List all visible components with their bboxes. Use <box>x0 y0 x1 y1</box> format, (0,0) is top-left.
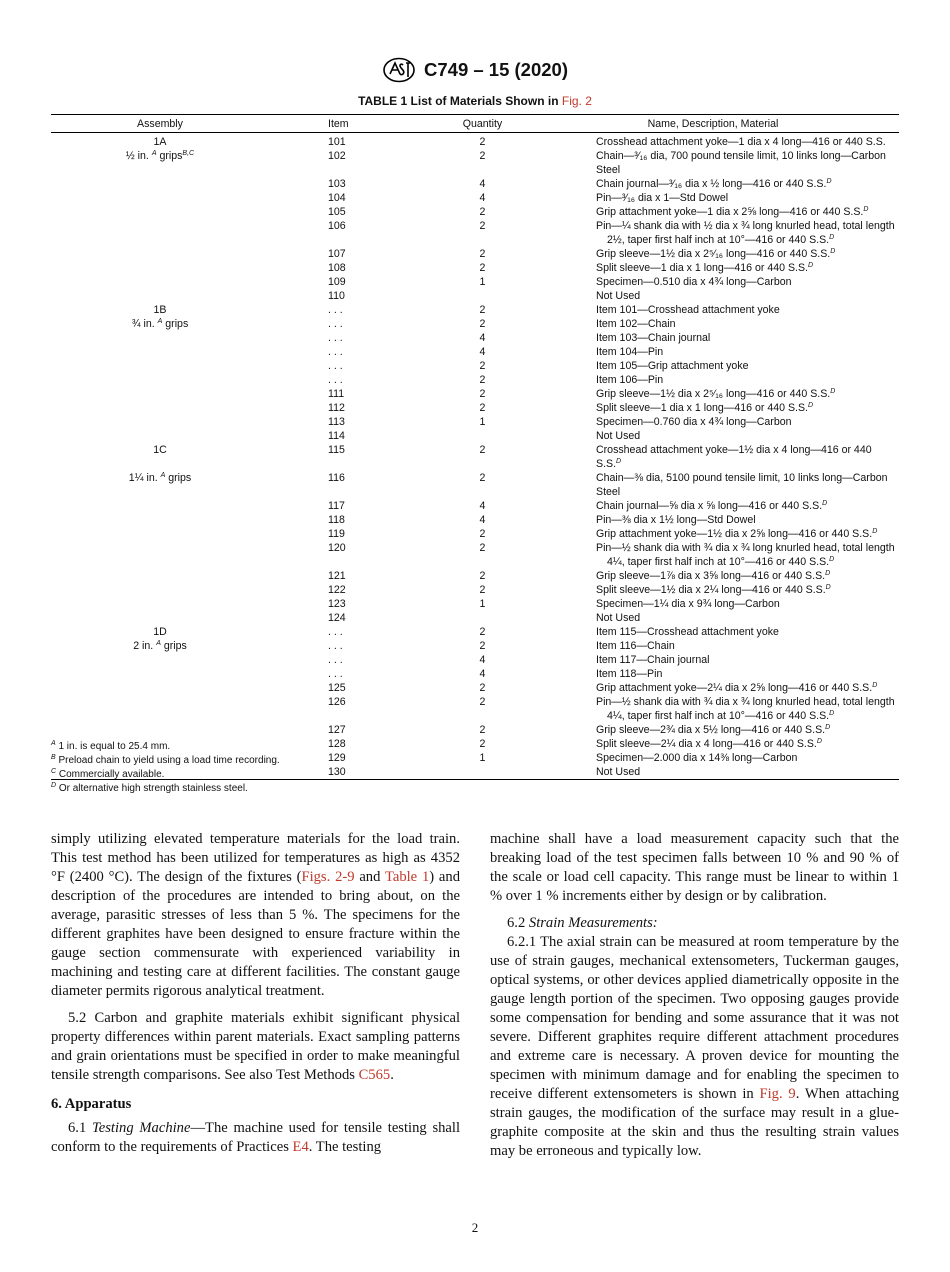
cell-item: . . . <box>328 640 343 652</box>
table-row <box>51 695 899 709</box>
cell-name: Chain journal—⅝ dia x ⅝ long—416 or 440 S.S.$^D$ <box>596 500 828 512</box>
cell-assembly <box>51 709 269 723</box>
column-header-quantity: Quantity <box>438 115 527 133</box>
cell-name: Crosshead attachment yoke—1 dia x 4 long—416 or 440 S.S. <box>596 136 886 148</box>
cell-assembly <box>51 345 269 359</box>
cell-item: 115 <box>328 444 345 456</box>
cell-item: 126 <box>328 696 346 708</box>
cell-quantity: 2 <box>479 640 486 652</box>
cell-quantity: 2 <box>479 262 486 274</box>
cell-name: Chain journal—³⁄₁₆ dia x ½ long—416 or 440 S.S.$^D$ <box>596 178 832 190</box>
paragraph-6-1: 6.1 Testing Machine—The machine used for tensile testing shall conform to the requirements of Practices E4. The testing <box>51 1120 461 1155</box>
cell-name: Pin—½ shank dia with ¾ dia x ¾ long knurled head, total length <box>596 696 895 708</box>
cell-name: Item 104—Pin <box>596 346 664 358</box>
cell-name: Not Used <box>596 290 641 302</box>
cell-quantity: 2 <box>479 206 486 218</box>
cell-assembly: 1C <box>153 444 167 456</box>
table-row <box>51 415 899 429</box>
cell-item: 130 <box>269 765 438 780</box>
cell-name: Pin—¼ shank dia with ½ dia x ¾ long knurled head, total length <box>596 220 895 232</box>
cell-item: 119 <box>328 528 345 540</box>
cell-quantity: 1 <box>479 598 486 610</box>
table-row <box>51 261 899 275</box>
table-row <box>51 597 899 611</box>
cell-name: Crosshead attachment yoke—1½ dia x 4 long—416 or 440 S.S.$^D$ <box>596 444 872 470</box>
document-header <box>0 57 950 83</box>
table-row <box>51 275 899 289</box>
cell-assembly <box>51 261 269 275</box>
cell-item: 104 <box>328 192 346 204</box>
cell-quantity: 2 <box>479 248 486 260</box>
cell-quantity: 2 <box>479 360 486 372</box>
table-row <box>51 401 899 415</box>
cell-quantity: 4 <box>479 332 486 344</box>
cell-quantity: 2 <box>479 738 486 750</box>
footnote: $^B$ Preload chain to yield using a load time recording. <box>51 754 280 766</box>
cell-quantity <box>438 765 527 780</box>
cell-name: Item 117—Chain journal <box>596 654 710 666</box>
cell-item: . . . <box>328 318 343 330</box>
table-row <box>51 317 899 331</box>
cell-quantity <box>438 233 527 247</box>
column-header-assembly: Assembly <box>51 115 269 133</box>
table-row <box>51 709 899 723</box>
cell-assembly <box>51 597 269 611</box>
table-row <box>51 429 899 443</box>
table-title-text: TABLE 1 List of Materials Shown in <box>358 94 559 108</box>
cell-assembly <box>51 331 269 345</box>
cell-quantity: 2 <box>479 318 486 330</box>
cell-name: 2½, taper first half inch at 10°—416 or 440 S.S.$^D$ <box>607 234 835 246</box>
cell-item: 116 <box>328 472 345 484</box>
paragraph-6-2-1: 6.2.1 The axial strain can be measured at room temperature by the use of strain gauges, mechanical extensometers, Tuckerman gauges, optical systems, or other devices applied diametrically opposite in the gauge length portion of the specimen. Two opposing gauges provide some compensation for bending and some assurance that it was not severe. Different graphites require different attachment procedures and extreme care is necessary. A proven device for mounting the specimen with minimum damage and for enabling the specimen to receive different extensometers is shown in Fig. 9. When attaching strain gauges, the modification of the surface may result in a glue-graphite composite at the skin and thus the resulting strain values may be erroneous and typically low. <box>490 934 899 1159</box>
cell-assembly: ½ in. $^A$ grips$^{B,C}$ <box>125 150 195 162</box>
table-row <box>51 723 899 737</box>
c565-link[interactable]: C565 <box>358 1067 391 1083</box>
astm-logo-icon <box>382 57 416 83</box>
cell-name: Item 115—Crosshead attachment yoke <box>596 626 779 638</box>
cell-assembly <box>51 177 269 191</box>
cell-quantity: 2 <box>479 528 486 540</box>
cell-name: Pin—⅜ dia x 1½ long—Std Dowel <box>596 514 756 526</box>
cell-name: Not Used <box>527 765 899 780</box>
cell-name: Pin—³⁄₁₆ dia x 1—Std Dowel <box>596 192 729 204</box>
cell-item: 117 <box>328 500 345 512</box>
cell-assembly: 1D <box>153 626 167 638</box>
cell-name: Specimen—0.510 dia x 4¾ long—Carbon <box>596 276 792 288</box>
cell-name: Grip sleeve—1½ dia x 2⁵⁄₁₆ long—416 or 440 S.S.$^D$ <box>596 248 836 260</box>
cell-name: Split sleeve—1½ dia x 2¼ long—416 or 440 S.S.$^D$ <box>596 584 831 596</box>
cell-quantity: 4 <box>479 668 486 680</box>
cell-item: 127 <box>328 724 346 736</box>
table-row <box>51 681 899 695</box>
cell-quantity: 2 <box>479 388 486 400</box>
cell-assembly <box>51 611 269 625</box>
footnote: $^C$ Commercially available. <box>51 768 165 780</box>
table-row <box>51 233 899 247</box>
figs-2-9-link[interactable]: Figs. 2-9 <box>301 869 355 885</box>
table-row <box>51 359 899 373</box>
cell-assembly <box>51 387 269 401</box>
table-row <box>51 443 899 471</box>
cell-item: 110 <box>328 290 345 302</box>
cell-name: Chain—³⁄₁₆ dia, 700 pound tensile limit, 10 links long—Carbon Steel <box>596 150 886 176</box>
cell-assembly <box>51 401 269 415</box>
cell-assembly: 2 in. $^A$ grips <box>133 640 187 652</box>
cell-quantity: 2 <box>479 542 486 554</box>
footnote: $^A$ 1 in. is equal to 25.4 mm. <box>51 740 171 752</box>
cell-assembly <box>51 527 269 541</box>
table-row <box>51 667 899 681</box>
cell-item: 101 <box>328 136 346 148</box>
cell-name: Item 101—Crosshead attachment yoke <box>596 304 780 316</box>
table-title <box>0 94 950 108</box>
cell-assembly <box>51 247 269 261</box>
cell-assembly <box>51 681 269 695</box>
cell-item: 105 <box>328 206 346 218</box>
cell-item: 122 <box>328 584 346 596</box>
cell-quantity: 2 <box>479 402 486 414</box>
cell-quantity: 4 <box>479 500 486 512</box>
table-row <box>51 541 899 555</box>
cell-quantity: 2 <box>479 374 486 386</box>
cell-name: Pin—½ shank dia with ¾ dia x ¾ long knurled head, total length <box>596 542 895 554</box>
paragraph-6-2: 6.2 Strain Measurements: <box>507 915 658 931</box>
cell-item: 118 <box>328 514 345 526</box>
table-row <box>51 149 899 177</box>
cell-item: 123 <box>328 598 346 610</box>
cell-item <box>269 555 438 569</box>
cell-quantity: 4 <box>479 192 486 204</box>
table-1-link[interactable]: Table 1 <box>384 869 430 885</box>
table-row <box>51 303 899 317</box>
cell-quantity <box>438 709 527 723</box>
cell-quantity <box>438 611 527 625</box>
cell-name: Split sleeve—1 dia x 1 long—416 or 440 S.S.$^D$ <box>596 262 814 274</box>
cell-assembly: 1B <box>153 304 167 316</box>
cell-quantity: 2 <box>479 304 486 316</box>
cell-item: . . . <box>328 626 343 638</box>
cell-quantity: 1 <box>479 752 486 764</box>
cell-assembly: ¾ in. $^A$ grips <box>131 318 189 330</box>
cell-name: Grip sleeve—1½ dia x 2⁵⁄₁₆ long—416 or 440 S.S.$^D$ <box>596 388 836 400</box>
cell-assembly <box>51 219 269 233</box>
cell-item: 124 <box>328 612 346 624</box>
table-row <box>51 373 899 387</box>
cell-quantity: 1 <box>479 416 486 428</box>
cell-item <box>269 233 438 247</box>
table-row <box>51 625 899 639</box>
cell-item: 112 <box>328 402 345 414</box>
cell-name: Specimen—2.000 dia x 14⅜ long—Carbon <box>596 752 798 764</box>
cell-assembly <box>51 205 269 219</box>
table-row <box>51 387 899 401</box>
cell-quantity: 1 <box>479 276 486 288</box>
cell-assembly <box>51 513 269 527</box>
cell-name: Specimen—1¼ dia x 9¾ long—Carbon <box>596 598 780 610</box>
column-header-name: Name, Description, Material <box>527 115 899 133</box>
cell-item: 125 <box>328 682 346 694</box>
cell-item: 113 <box>328 416 345 428</box>
cell-quantity: 2 <box>479 682 486 694</box>
cell-item: 106 <box>328 220 346 232</box>
cell-name: Grip attachment yoke—1 dia x 2⅝ long—416 or 440 S.S.$^D$ <box>596 206 869 218</box>
cell-assembly <box>51 429 269 443</box>
table-row <box>51 583 899 597</box>
table-row <box>51 331 899 345</box>
cell-name: Item 118—Pin <box>596 668 663 680</box>
cell-name: Split sleeve—1 dia x 1 long—416 or 440 S.S.$^D$ <box>596 402 814 414</box>
cell-quantity: 4 <box>479 654 486 666</box>
table-row <box>51 513 899 527</box>
cell-name: 4¼, taper first half inch at 10°—416 or 440 S.S.$^D$ <box>607 710 835 722</box>
cell-quantity: 2 <box>479 472 486 484</box>
cell-assembly <box>51 373 269 387</box>
materials-table-body <box>51 133 899 780</box>
cell-assembly <box>51 275 269 289</box>
cell-item: 107 <box>328 248 346 260</box>
cell-item: . . . <box>328 332 343 344</box>
cell-assembly <box>51 541 269 555</box>
cell-name: Item 105—Grip attachment yoke <box>596 360 749 372</box>
e4-link[interactable]: E4 <box>292 1139 309 1155</box>
cell-assembly <box>51 415 269 429</box>
fig-9-link[interactable]: Fig. 9 <box>759 1086 796 1102</box>
table-row <box>51 219 899 233</box>
paragraph-5-2: 5.2 Carbon and graphite materials exhibit significant physical property differences within parent materials. Exact sampling patterns and grain orientations must be specified in order to make meaningful tensile strength comparisons. See also Test Methods C565. <box>51 1010 460 1083</box>
cell-item: . . . <box>328 668 343 680</box>
cell-quantity: 2 <box>479 696 486 708</box>
cell-name: Item 106—Pin <box>596 374 664 386</box>
cell-assembly <box>51 695 269 709</box>
table-row <box>51 527 899 541</box>
table-row <box>51 555 899 569</box>
materials-table <box>51 114 899 780</box>
cell-name: Item 116—Chain <box>596 640 675 652</box>
table-row <box>51 247 899 261</box>
cell-item: 111 <box>328 388 345 400</box>
cell-item: 114 <box>328 430 345 442</box>
cell-name: Item 103—Chain journal <box>596 332 711 344</box>
cell-quantity: 2 <box>479 570 486 582</box>
footnote: $^D$ Or alternative high strength stainless steel. <box>51 782 248 794</box>
cell-name: Grip attachment yoke—1½ dia x 2⅝ long—416 or 440 S.S.$^D$ <box>596 528 878 540</box>
cell-assembly <box>51 499 269 513</box>
cell-assembly <box>51 555 269 569</box>
cell-item <box>269 709 438 723</box>
cell-item: 102 <box>328 150 346 162</box>
cell-quantity: 2 <box>479 220 486 232</box>
document-id: C749 – 15 (2020) <box>424 59 568 80</box>
table-row <box>51 205 899 219</box>
cell-assembly <box>51 191 269 205</box>
cell-quantity: 2 <box>479 724 486 736</box>
cell-assembly <box>51 667 269 681</box>
cell-name: Not Used <box>596 430 641 442</box>
cell-item: . . . <box>328 346 343 358</box>
cell-item: . . . <box>328 360 343 372</box>
table-row <box>51 289 899 303</box>
cell-assembly <box>51 653 269 667</box>
cell-assembly: 1A <box>153 136 167 148</box>
cell-name: Grip attachment yoke—2¼ dia x 2⅝ long—416 or 440 S.S.$^D$ <box>596 682 878 694</box>
table-row <box>51 345 899 359</box>
table-row <box>51 191 899 205</box>
table-row <box>51 569 899 583</box>
cell-item: 103 <box>328 178 346 190</box>
section-heading-apparatus: 6. Apparatus <box>51 1096 132 1112</box>
cell-quantity: 4 <box>479 346 486 358</box>
body-column-left <box>51 830 460 1157</box>
cell-assembly <box>51 289 269 303</box>
body-column-right <box>490 830 899 1161</box>
column-header-item: Item <box>269 115 438 133</box>
cell-item: 121 <box>328 570 346 582</box>
cell-name: Not Used <box>596 612 641 624</box>
cell-name: Item 102—Chain <box>596 318 676 330</box>
table-row <box>51 177 899 191</box>
cell-item: 128 <box>328 738 346 750</box>
cell-quantity: 4 <box>479 514 486 526</box>
table-row <box>51 499 899 513</box>
cell-quantity: 2 <box>479 150 486 162</box>
cell-name: Chain—⅜ dia, 5100 pound tensile limit, 10 links long—Carbon Steel <box>596 472 888 498</box>
cell-name: Grip sleeve—2¾ dia x 5½ long—416 or 440 S.S.$^D$ <box>596 724 831 736</box>
cell-name: 4¼, taper first half inch at 10°—416 or 440 S.S.$^D$ <box>607 556 835 568</box>
cell-assembly: 1¼ in. $^A$ grips <box>128 472 192 484</box>
cell-quantity <box>438 429 527 443</box>
cell-assembly <box>51 233 269 247</box>
cell-quantity: 4 <box>479 178 486 190</box>
cell-name: Grip sleeve—1⅞ dia x 3⅝ long—416 or 440 S.S.$^D$ <box>596 570 831 582</box>
cell-quantity: 2 <box>479 584 486 596</box>
cell-quantity <box>438 555 527 569</box>
cell-quantity <box>438 289 527 303</box>
page-number: 2 <box>471 1220 479 1235</box>
cell-name: Specimen—0.760 dia x 4¾ long—Carbon <box>596 416 792 428</box>
cell-name: Split sleeve—2¼ dia x 4 long—416 or 440 S.S.$^D$ <box>596 738 822 750</box>
cell-assembly <box>51 359 269 373</box>
cell-item: . . . <box>328 374 343 386</box>
table-title-figure-link[interactable]: Fig. 2 <box>561 94 592 108</box>
table-row <box>51 133 899 150</box>
table-header-row <box>51 115 899 133</box>
cell-item: 108 <box>328 262 346 274</box>
table-row <box>51 653 899 667</box>
cell-assembly <box>51 583 269 597</box>
table-footnotes <box>51 740 280 796</box>
cell-assembly <box>51 723 269 737</box>
cell-item: 120 <box>328 542 346 554</box>
cell-quantity: 2 <box>479 136 486 148</box>
cell-item: . . . <box>328 304 343 316</box>
table-row <box>51 471 899 499</box>
cell-item: 129 <box>328 752 346 764</box>
cell-quantity: 2 <box>479 444 486 456</box>
cell-quantity: 2 <box>479 626 486 638</box>
paragraph-5-1-continued: simply utilizing elevated temperature materials for the load train. This test method has been utilized for temperatures as high as 4352 °F (2400 °C). The design of the fixtures (Figs. 2-9 and Table 1) and description of the procedures are intended to bring about, on the average, parasitic stresses of less than 5 %. The specimens for the different graphites have been designed to ensure fracture within the gauge section commensurate with experienced variability in machining and testing care at different facilities. The constant gauge diameter permits rigorous analytical treatment. <box>51 831 461 999</box>
cell-item: 109 <box>328 276 346 288</box>
cell-assembly <box>51 569 269 583</box>
table-row <box>51 639 899 653</box>
table-row <box>51 611 899 625</box>
cell-item: . . . <box>328 654 343 666</box>
paragraph-6-1-continued: machine shall have a load measurement capacity such that the breaking load of the test specimen falls between 10 % and 90 % of the scale or load cell capacity. This range must be linear to within 1 % over 1 % increments either by design or by calibration. <box>490 831 899 904</box>
